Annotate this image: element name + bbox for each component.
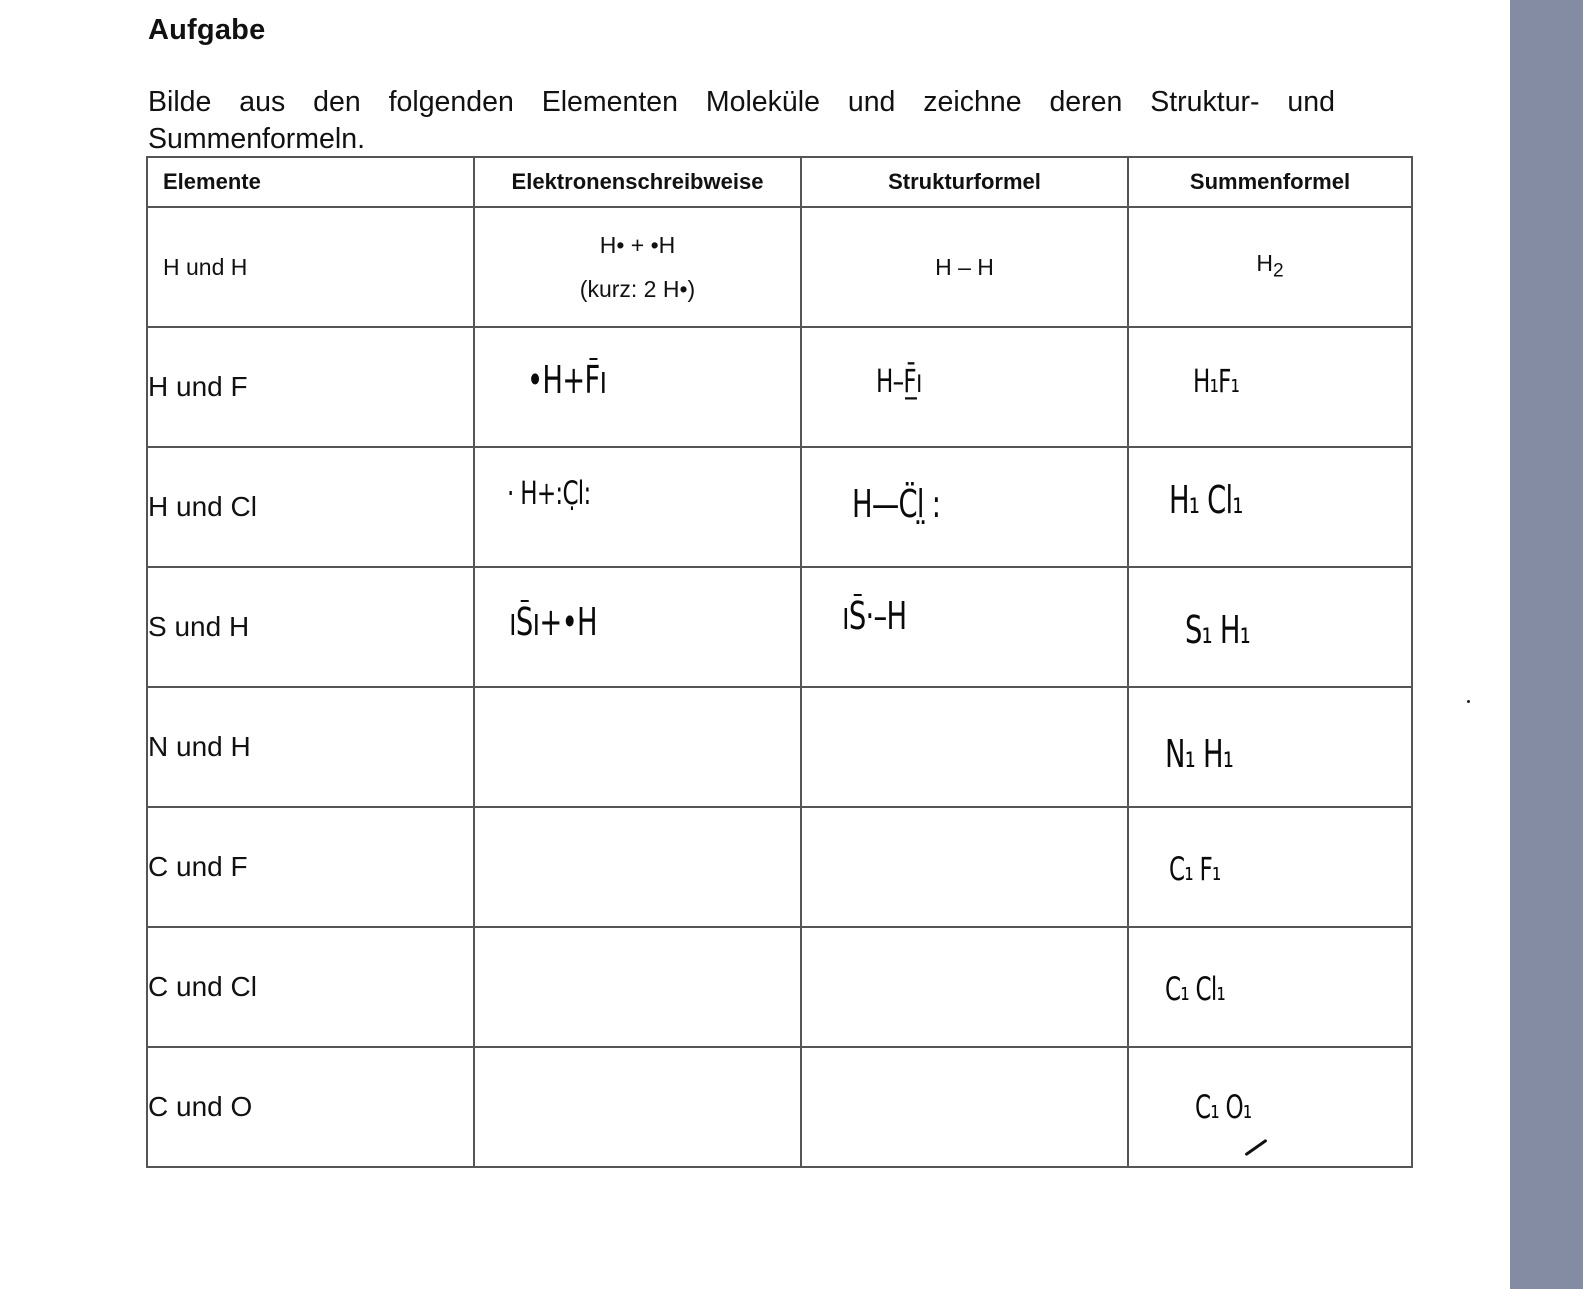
header-elektronenschreibweise: Elektronenschreibweise: [474, 157, 801, 207]
cell-elektronenschreibweise: [474, 207, 801, 327]
table-row: [147, 927, 1412, 1047]
cell-elemente: H und F: [147, 327, 474, 447]
header-summenformel: Summenformel: [1128, 157, 1412, 207]
cell-elektronenschreibweise[interactable]: [474, 927, 801, 1047]
cell-summenformel: [1128, 207, 1412, 327]
cell-elemente: N und H: [147, 687, 474, 807]
cell-elektronenschreibweise[interactable]: [474, 807, 801, 927]
cell-strukturformel[interactable]: [801, 687, 1128, 807]
handwritten-structure-formula: H—C̈l̤ :: [852, 482, 941, 526]
handwritten-sum-formula: S₁ H₁: [1185, 608, 1250, 652]
cell-strukturformel[interactable]: [801, 807, 1128, 927]
electron-notation-short: (kurz: 2 H•): [579, 276, 696, 302]
handwritten-electron-notation: •H+F̄ı: [527, 358, 607, 402]
electron-notation: H• + •H: [599, 232, 676, 258]
handwritten-sum-formula: C₁ F₁: [1169, 850, 1221, 888]
cell-summenformel[interactable]: [1128, 687, 1412, 807]
table-row: [147, 687, 1412, 807]
handwritten-sum-formula: H₁ Cl₁: [1169, 478, 1243, 522]
handwritten-electron-notation: ıS̄ı+•H: [509, 600, 597, 644]
table-row: [147, 207, 1412, 327]
cell-summenformel[interactable]: [1128, 567, 1412, 687]
cell-elektronenschreibweise[interactable]: [474, 327, 801, 447]
worksheet-table: [146, 156, 1413, 1168]
table-row: [147, 807, 1412, 927]
pen-stroke-mark: [1244, 1139, 1267, 1156]
cell-strukturformel: H – H: [801, 207, 1128, 327]
cell-summenformel[interactable]: [1128, 1047, 1412, 1167]
handwritten-sum-formula: N₁ H₁: [1165, 732, 1234, 776]
handwritten-sum-formula: H₁F₁: [1193, 362, 1240, 400]
header-strukturformel: Strukturformel: [801, 157, 1128, 207]
cell-summenformel[interactable]: [1128, 447, 1412, 567]
formula-base: H: [1256, 249, 1273, 276]
header-elemente: Elemente: [147, 157, 474, 207]
cell-strukturformel[interactable]: [801, 327, 1128, 447]
cell-elektronenschreibweise[interactable]: [474, 567, 801, 687]
cell-elektronenschreibweise[interactable]: [474, 1047, 801, 1167]
right-sidebar-panel: [1510, 0, 1583, 1289]
cell-strukturformel[interactable]: [801, 1047, 1128, 1167]
cell-summenformel[interactable]: [1128, 927, 1412, 1047]
table-row: [147, 327, 1412, 447]
stray-mark: [1467, 700, 1470, 703]
cell-elemente: H und H: [147, 207, 474, 327]
cell-strukturformel[interactable]: [801, 447, 1128, 567]
cell-elektronenschreibweise[interactable]: [474, 687, 801, 807]
cell-summenformel[interactable]: [1128, 327, 1412, 447]
cell-elektronenschreibweise[interactable]: [474, 447, 801, 567]
table-row: [147, 447, 1412, 567]
handwritten-structure-formula: H–F̲̄ı: [876, 362, 922, 400]
table-row: [147, 1047, 1412, 1167]
table-row: [147, 567, 1412, 687]
cell-elemente: C und O: [147, 1047, 474, 1167]
handwritten-sum-formula: C₁ Cl₁: [1165, 970, 1226, 1008]
task-instruction: Bilde aus den folgenden Elementen Moleküle und zeichne deren Struktur- und Summenformeln.: [148, 86, 1335, 155]
cell-elemente: S und H: [147, 567, 474, 687]
cell-elemente: C und Cl: [147, 927, 474, 1047]
cell-elemente: H und Cl: [147, 447, 474, 567]
cell-summenformel[interactable]: [1128, 807, 1412, 927]
handwritten-electron-notation: · H+:C̣l:: [507, 474, 591, 512]
cell-strukturformel[interactable]: [801, 927, 1128, 1047]
table-header-row: [147, 157, 1412, 207]
handwritten-sum-formula: C₁ O₁: [1195, 1088, 1252, 1126]
handwritten-structure-formula: ıS̄·–H: [842, 594, 907, 638]
formula-subscript: 2: [1272, 260, 1284, 282]
cell-strukturformel[interactable]: [801, 567, 1128, 687]
cell-elemente: C und F: [147, 807, 474, 927]
task-title: Aufgabe: [148, 14, 266, 46]
